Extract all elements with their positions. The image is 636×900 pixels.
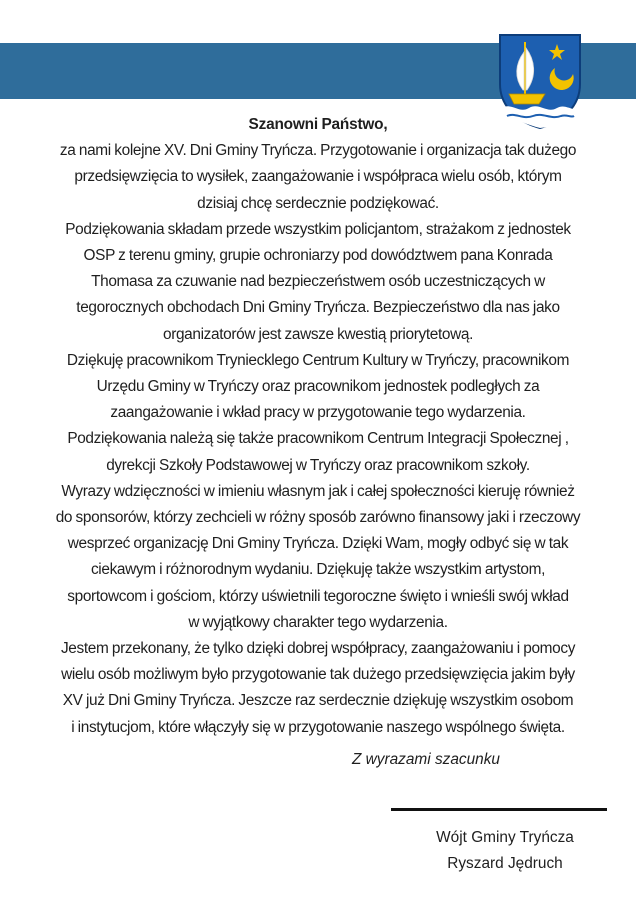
letter-line: i instytucjom, które włączyły się w przygotowanie naszego wspólnego święta. (71, 718, 565, 736)
letter-line: wesprzeć organizację Dni Gminy Tryńcza. Dzięki Wam, mogły odbyć się w tak (67, 535, 569, 553)
letter-line: Podziękowania należą się także pracownikom Centrum Integracji Społecznej , (67, 430, 569, 448)
letter-line: Thomasa za czuwanie nad bezpieczeństwem osób uczestniczących w (91, 273, 545, 291)
letter-line: Urzędu Gminy w Tryńczy oraz pracownikom jednostek podległych za (96, 378, 540, 396)
letter-line: za nami kolejne XV. Dni Gminy Tryńcza. Przygotowanie i organizacja tak dużego (59, 142, 577, 160)
signature-title: Wójt Gminy Tryńcza (436, 829, 574, 846)
signature-name: Ryszard Jędruch (447, 855, 563, 872)
letter-line: Jestem przekonany, że tylko dzięki dobrej współpracy, zaangażowaniu i pomocy (60, 640, 576, 658)
letter-line: organizatorów jest zawsze kwestią priorytetową. (162, 325, 474, 343)
letter-line: ciekawym i różnorodnym wydaniu. Dziękuję także wszystkim artystom, (90, 561, 546, 579)
letter-line: Wyrazy wdzięczności w imieniu własnym jak i całej społeczności kieruję również (61, 482, 575, 500)
letter-line: do sponsorów, którzy zechcieli w różny sposób zarówno finansowy jaki i rzeczowy (55, 509, 581, 527)
letter-line: Podziękowania składam przede wszystkim policjantom, strażakom z jednostek (65, 220, 571, 238)
signature-block (400, 825, 610, 877)
letter-line: w wyjątkowy charakter tego wydarzenia. (188, 613, 448, 631)
letter-line: dzisiaj chcę serdecznie podziękować. (197, 194, 439, 212)
letter-line: zaangażowanie i wkład pracy w przygotowanie tego wydarzenia. (110, 404, 526, 422)
letter-line: Dziękuję pracownikom Tryniecklego Centrum Kultury w Tryńczy, pracownikom (66, 351, 570, 369)
letter-line: sportowcom i gościom, którzy uświetnili tegoroczne święto i wnieśli swój wkład (67, 587, 569, 605)
closing-phrase: Z wyrazami szacunku (352, 751, 500, 768)
signature-line (391, 808, 607, 811)
letter-line: XV już Dni Gminy Tryńcza. Jeszcze raz serdecznie dziękuję wszystkim osobom (62, 692, 574, 710)
greeting: Szanowni Państwo, (248, 116, 388, 133)
letter-line: tegorocznych obchodach Dni Gminy Tryńcza. Bezpieczeństwo dla nas jako (76, 299, 560, 317)
letter-body (12, 112, 624, 741)
letter-line: OSP z terenu gminy, grupie ochroniarzy pod dowództwem pana Konrada (83, 247, 553, 265)
letter-line: wielu osób możliwym było przygotowanie tak dużego przedsięwzięcia jakim były (61, 666, 575, 684)
letter-line: dyrekcji Szkoły Podstawowej w Tryńczy oraz pracownikom szkoły. (106, 456, 530, 474)
letter-line: przedsięwzięcia to wysiłek, zaangażowanie i współpraca wielu osób, którym (74, 168, 562, 186)
